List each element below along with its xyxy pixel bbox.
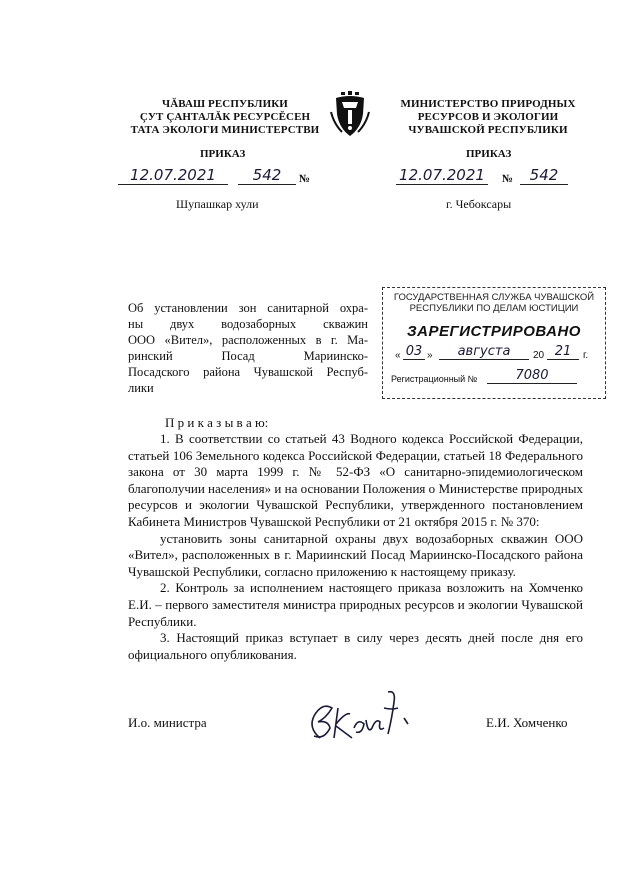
signature-position: И.о. министра: [128, 715, 207, 730]
stamp-year-suffix: 21: [547, 344, 579, 360]
subject-line3: ООО «Вител», расположенных в г. Ма-: [128, 333, 368, 347]
header-right-line1: МИНИСТЕРСТВО ПРИРОДНЫХ: [400, 98, 576, 110]
header-right-line3: ЧУВАШСКОЙ РЕСПУБЛИКИ: [408, 124, 568, 136]
subject-line5: Посадского района Чувашской Респуб-: [128, 365, 368, 379]
right-order-city: г. Чебоксары: [446, 197, 512, 211]
right-order-number-sign: №: [502, 173, 514, 185]
right-order-date: 12.07.2021: [396, 166, 488, 185]
order-word: П р и к а з ы в а ю:: [165, 415, 269, 430]
header-left-line1: ЧĂВАШ РЕСПУБЛИКИ: [162, 98, 288, 110]
body-paragraph-2: 2. Контроль за исполнением настоящего приказа возложить на Хомченко Е.И. – первого заместителя министра природных ресурсов и экологии Чувашской Республики.: [128, 580, 583, 629]
right-order-title: ПРИКАЗ: [466, 148, 512, 160]
stamp-year-prefix: 20: [533, 350, 545, 361]
order-subject: [128, 300, 368, 396]
subject-line4: ринский Посад Мариинско-: [128, 349, 368, 363]
order-body: [128, 431, 583, 663]
header-left-line3: ТАТА ЭКОЛОГИ МИНИСТЕРСТВИ: [130, 124, 320, 136]
handwritten-signature-icon: [300, 688, 420, 748]
subject-line2: ны двух водозаборных скважин: [128, 317, 368, 331]
stamp-reg-number: 7080: [487, 368, 577, 384]
left-order-number: 542: [238, 166, 296, 185]
body-paragraph-1b: установить зоны санитарной охраны двух водозаборных скважин ООО «Вител», расположенных в г. Мариинский Посад Мариинско-Посадского района Чувашской Республики, согласно приложению к настоящему приказу.: [128, 530, 583, 579]
stamp-month: августа: [439, 344, 529, 360]
header-left-line2: ÇУТ ÇАНТАЛĂК РЕСУРСĔСЕН: [139, 111, 311, 123]
header-right-line2: РЕСУРСОВ И ЭКОЛОГИИ: [417, 111, 559, 123]
stamp-reg-label: Регистрационный №: [391, 374, 478, 384]
subject-line6: лики: [128, 381, 154, 395]
left-order-city: Шупашкар хули: [176, 197, 259, 211]
stamp-line2: РЕСПУБЛИКИ ПО ДЕЛАМ ЮСТИЦИИ: [409, 303, 579, 314]
left-order-number-sign: №: [299, 173, 311, 185]
body-paragraph-3: 3. Настоящий приказ вступает в силу через десять дней после дня его официального опубликования.: [128, 630, 583, 662]
left-order-date: 12.07.2021: [118, 166, 228, 185]
stamp-open-quote: «: [395, 350, 401, 361]
signature-name: Е.И. Хомченко: [486, 715, 568, 730]
stamp-status: ЗАРЕГИСТРИРОВАНО: [407, 323, 581, 340]
stamp-day: 03: [403, 344, 425, 360]
chuvash-coat-of-arms-icon: [330, 90, 370, 140]
stamp-date-row: [383, 344, 605, 366]
left-order-title: ПРИКАЗ: [200, 148, 246, 160]
stamp-close-quote: »: [427, 350, 433, 361]
stamp-reg-row: [383, 368, 605, 386]
header-right: [388, 98, 588, 137]
header-left: [120, 98, 330, 137]
subject-line1: Об установлении зон санитарной охра-: [128, 301, 368, 315]
registration-stamp: [382, 287, 606, 399]
stamp-line1: ГОСУДАРСТВЕННАЯ СЛУЖБА ЧУВАШСКОЙ: [393, 292, 595, 303]
stamp-year-unit: г.: [583, 350, 589, 361]
body-paragraph-1: 1. В соответствии со статьей 43 Водного кодекса Российской Федерации, статьей 106 Земельного кодекса Российской Федерации, статьей 18 Федерального закона от 30 марта 1999 г. № 52-ФЗ «О санитарно-эпидемиологическом благополучии населения» и на основании Положения о Министерстве природных ресурсов и экологии Чувашской Республики, утвержденного постановлением Кабинета Министров Чувашской Республики от 21 октября 2015 г. № 370:: [128, 431, 583, 529]
right-order-number: 542: [520, 166, 568, 185]
